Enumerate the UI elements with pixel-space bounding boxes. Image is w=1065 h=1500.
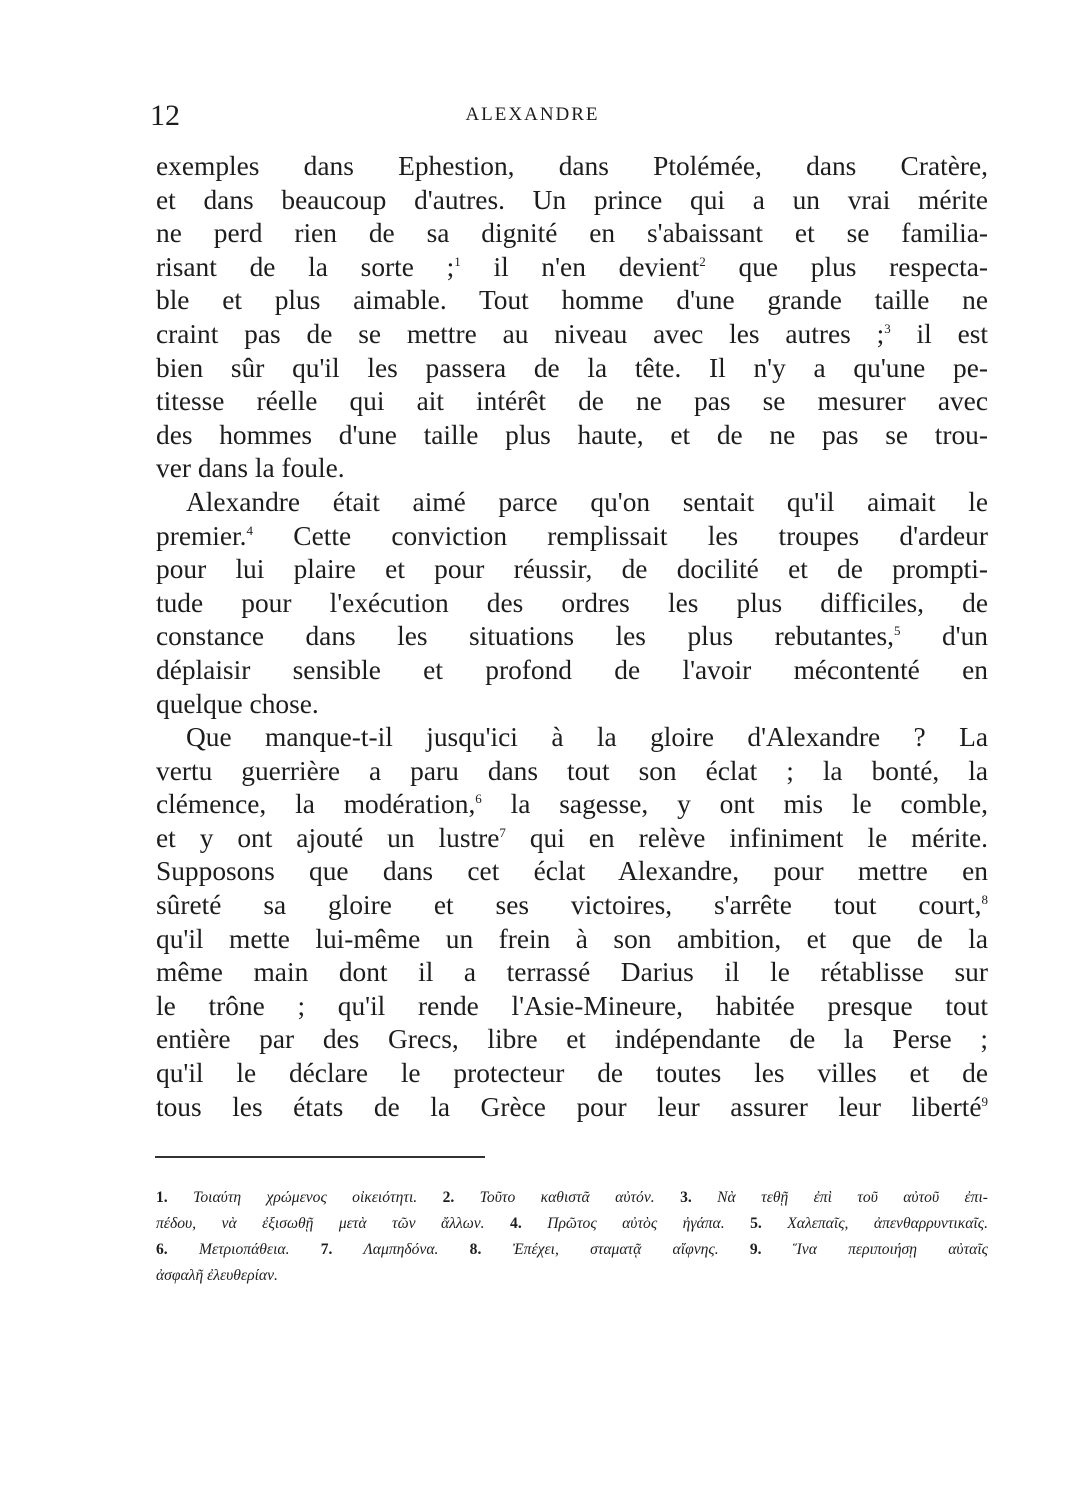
text-line: même main dont il a terrassé Darius il le rétablisse sur [156,957,988,988]
footnote-ref: 5 [894,623,901,639]
text-line: premier.$^4$ Cette conviction remplissait les troupes d'ardeur [156,520,988,551]
text-line: tous les états de la Grèce pour leur assurer leur liberté$^9$ [156,1091,988,1122]
footnote-ref: 2 [699,253,706,269]
text-line: Alexandre était aimé parce qu'on sentait qu'il aimait le [186,486,988,517]
text-line: Que manque-t-il jusqu'ici à la gloire d'Alexandre ? La [186,722,988,753]
body-text [156,150,988,1124]
running-title: ALEXANDRE [465,104,600,125]
text-line: clémence, la modération,$^6$ la sagesse, y ont mis le comble, [156,789,988,820]
footnote-ref: 3 [884,320,891,336]
footnote-divider [155,1156,485,1158]
text-line: des hommes d'une taille plus haute, et de ne pas se trou- [156,419,988,450]
text-line: ver dans la foule. [156,453,345,484]
text-line: Supposons que dans cet éclat Alexandre, pour mettre en [156,856,988,887]
text-line: déplaisir sensible et profond de l'avoir mécontenté en [156,654,988,685]
text-line: exemples dans Ephestion, dans Ptolémée, dans Cratère, [156,151,988,181]
text-line: et y ont ajouté un lustre$^7$ qui en relève infiniment le mérite. [156,822,988,853]
text-line: titesse réelle qui ait intérêt de ne pas se mesurer avec [156,386,988,417]
text-line: quelque chose. [156,688,319,719]
footnote-ref: 9 [981,1093,988,1109]
text-line: qu'il le déclare le protecteur de toutes les villes et de [156,1058,988,1089]
footnote-ref: 8 [981,891,988,907]
footnote-ref: 4 [246,522,254,538]
text-line: ble et plus aimable. Tout homme d'une grande taille ne [156,285,988,316]
text-line: ne perd rien de sa dignité en s'abaissant et se familia- [156,218,988,249]
footnote-ref: 6 [475,791,482,807]
footnote-line: 1. Τοιαύτη χρώμενος οἰκειότητι. 2. Τοῦτο καθιστᾶ αὐτόν. 3. Νὰ τεθῇ ἐπὶ τοῦ αὐτοῦ ἐπι- [156,1189,988,1206]
footnote-line: 6. Μετριοπάθεια. 7. Λαμπηδόνα. 8. Ἐπέχει, σταματᾷ αἴφνης. 9. Ἵνα περιποιήσῃ αὐταῖς [156,1241,988,1258]
text-line: qu'il mette lui-même un frein à son ambition, et que de la [156,923,988,954]
text-line: et dans beaucoup d'autres. Un prince qui a un vrai mérite [156,184,988,215]
text-line: vertu guerrière a paru dans tout son éclat ; la bonté, la [156,755,988,786]
text-line: entière par des Grecs, libre et indépendante de la Perse ; [156,1024,988,1055]
footnote-ref: 7 [499,824,506,840]
text-line: pour lui plaire et pour réussir, de docilité et de prompti- [156,554,988,585]
footnote-ref: 1 [454,253,461,269]
text-line: craint pas de se mettre au niveau avec les autres ;$^3$ il est [156,318,988,349]
text-line: bien sûr qu'il les passera de la tête. Il n'y a qu'une pe- [156,352,988,383]
text-line: le trône ; qu'il rende l'Asie-Mineure, habitée presque tout [156,990,988,1021]
text-line: constance dans les situations les plus rebutantes,$^5$ d'un [156,621,989,652]
page-number: 12 [150,99,180,132]
footnotes [156,1185,988,1289]
footnote-line: ἀσφαλῆ ἐλευθερίαν. [156,1267,278,1284]
text-line: sûreté sa gloire et ses victoires, s'arrête tout court,$^8$ [156,890,988,921]
footnote-line: πέδου, νὰ ἐξισωθῇ μετὰ τῶν ἄλλων. 4. Πρῶτος αὐτὸς ἠγάπα. 5. Χαλεπαῖς, ἀπενθαρρυντικαῖς. [156,1215,988,1232]
text-line: tude pour l'exécution des ordres les plus difficiles, de [156,587,988,618]
text-line: risant de la sorte ;$^1$ il n'en devient$^2$ que plus respecta- [156,251,988,282]
